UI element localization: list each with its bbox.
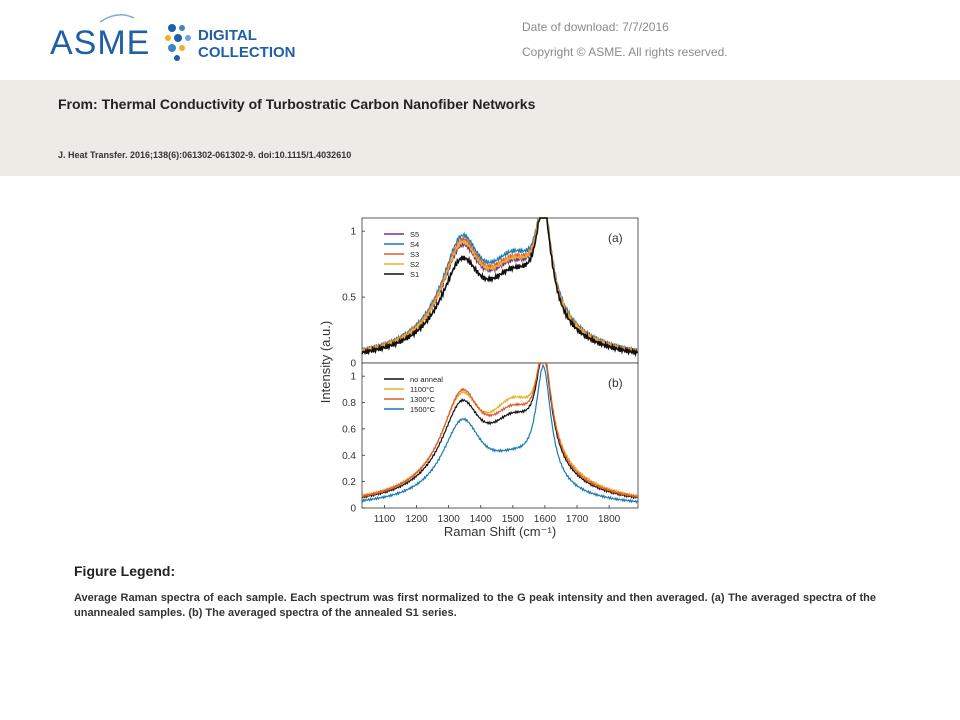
legend-label: S5 <box>410 230 420 239</box>
legend-label: no anneal <box>410 375 443 384</box>
panel-label: (b) <box>608 376 623 390</box>
y-tick-label: 0.5 <box>342 292 356 304</box>
legend-label: S2 <box>410 260 420 269</box>
download-label: Date of download: <box>522 20 619 34</box>
x-tick-label: 1200 <box>405 514 428 525</box>
download-date-line <box>522 20 669 34</box>
legend-label: 1100°C <box>410 385 435 394</box>
x-tick-label: 1600 <box>533 514 557 525</box>
legend-label: S4 <box>410 240 420 249</box>
legend-label: 1300°C <box>410 395 436 404</box>
y-tick-label: 0.8 <box>342 398 356 410</box>
figure-legend-text: Average Raman spectra of each sample. Each spectrum was first normalized to the G peak intensity and then averaged. (a) The averaged spectra of the unannealed samples. (b) The averaged spectra of the annealed S1 series. <box>74 592 876 619</box>
download-date: 7/7/2016 <box>622 20 669 34</box>
asme-digital-collection-logo[interactable] <box>48 8 328 70</box>
x-tick-label: 1700 <box>565 514 589 525</box>
y-tick-label: 1 <box>350 371 356 383</box>
legend-label: S1 <box>410 270 420 279</box>
y-tick-label: 0.2 <box>342 477 356 489</box>
legend-label: S3 <box>410 250 420 259</box>
y-tick-label: 0.4 <box>342 450 356 462</box>
copyright-notice: Copyright © ASME. All rights reserved. <box>522 45 728 59</box>
y-tick-label: 0 <box>350 358 356 370</box>
panel-label: (a) <box>608 231 623 245</box>
asme-logo-text: ASME <box>50 24 151 62</box>
y-axis-label: Intensity (a.u.) <box>318 320 333 404</box>
x-axis-label: Raman Shift (cm⁻¹) <box>443 524 557 539</box>
legend-label: 1500°C <box>410 405 436 414</box>
article-title <box>58 96 535 112</box>
y-tick-label: 0.6 <box>342 424 356 436</box>
article-citation: J. Heat Transfer. 2016;138(6):061302-061302-9. doi:10.1115/1.4032610 <box>58 150 352 160</box>
from-label: From: <box>58 96 98 112</box>
figure-legend-heading: Figure Legend: <box>74 563 176 579</box>
logo-digital-text: DIGITAL <box>198 27 257 44</box>
x-tick-label: 1300 <box>437 514 460 525</box>
logo-collection-text: COLLECTION <box>198 44 296 61</box>
x-tick-label: 1500 <box>501 514 524 525</box>
x-tick-label: 1400 <box>469 514 492 525</box>
article-info-band <box>0 80 960 176</box>
x-tick-label: 1100 <box>373 514 396 525</box>
raman-spectra-figure <box>316 212 646 544</box>
y-tick-label: 1 <box>350 226 356 238</box>
y-tick-label: 0 <box>350 503 356 515</box>
article-title-text: Thermal Conductivity of Turbostratic Carbon Nanofiber Networks <box>101 96 536 112</box>
asme-logo-swoosh-icon <box>100 15 134 22</box>
x-tick-label: 1800 <box>597 514 621 525</box>
dots-icon <box>165 24 191 61</box>
header <box>0 0 960 80</box>
